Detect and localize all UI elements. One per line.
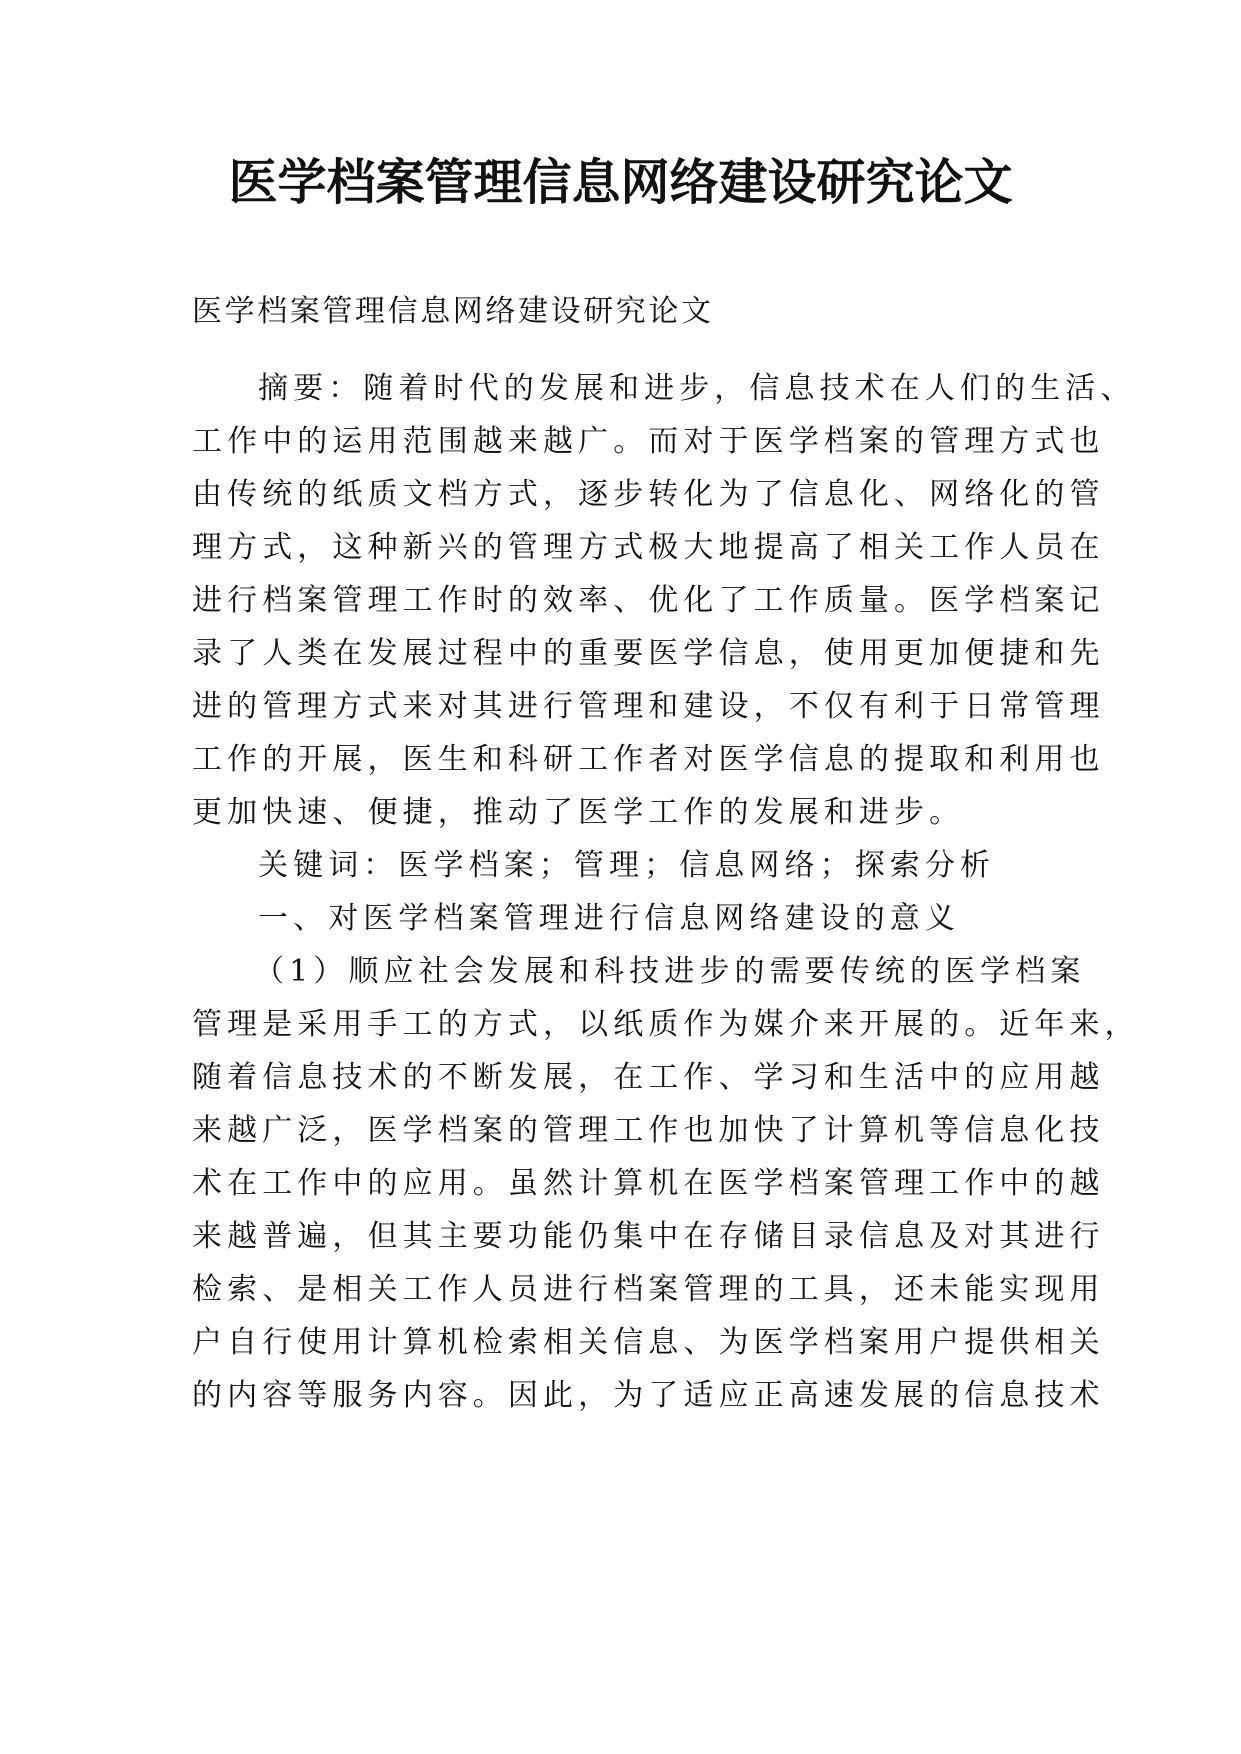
abstract-line: 进的管理方式来对其进行管理和建设，不仅有利于日常管理 <box>192 689 1105 724</box>
abstract-line: 进行档案管理工作时的效率、优化了工作质量。医学档案记 <box>192 583 1105 618</box>
paragraph-line: 检索、是相关工作人员进行档案管理的工具，还未能实现用 <box>192 1272 1105 1307</box>
paragraph-line: 来越广泛，医学档案的管理工作也加快了计算机等信息化技 <box>192 1113 1105 1148</box>
abstract-line: 由传统的纸质文档方式，逐步转化为了信息化、网络化的管 <box>192 477 1105 512</box>
abstract-line: 工作中的运用范围越来越广。而对于医学档案的管理方式也 <box>192 424 1105 459</box>
document-title: 医学档案管理信息网络建设研究论文 <box>228 153 1013 211</box>
paragraph-line: 管理是采用手工的方式，以纸质作为媒介来开展的。近年来， <box>192 1007 1140 1042</box>
paragraph-line: 来越普遍，但其主要功能仍集中在存储目录信息及对其进行 <box>192 1219 1105 1254</box>
paragraph-line: （1）顺应社会发展和科技进步的需要传统的医学档案 <box>254 954 1086 989</box>
section-heading: 一、对医学档案管理进行信息网络建设的意义 <box>258 901 960 936</box>
paragraph-line: 户自行使用计算机检索相关信息、为医学档案用户提供相关 <box>192 1325 1105 1360</box>
abstract-line: 录了人类在发展过程中的重要医学信息，使用更加便捷和先 <box>192 636 1105 671</box>
paragraph-line: 的内容等服务内容。因此，为了适应正高速发展的信息技术 <box>192 1378 1105 1413</box>
paragraph-line: 随着信息技术的不断发展，在工作、学习和生活中的应用越 <box>192 1060 1105 1095</box>
abstract-line: 工作的开展，医生和科研工作者对医学信息的提取和利用也 <box>192 742 1105 777</box>
keywords-line: 关键词：医学档案；管理；信息网络；探索分析 <box>258 848 996 883</box>
document-subtitle: 医学档案管理信息网络建设研究论文 <box>192 294 714 329</box>
abstract-line: 理方式，这种新兴的管理方式极大地提高了相关工作人员在 <box>192 530 1105 565</box>
abstract-line: 摘要：随着时代的发展和进步，信息技术在人们的生活、 <box>258 371 1136 406</box>
abstract-line: 更加快速、便捷，推动了医学工作的发展和进步。 <box>192 795 965 830</box>
paragraph-line: 术在工作中的应用。虽然计算机在医学档案管理工作中的越 <box>192 1166 1105 1201</box>
